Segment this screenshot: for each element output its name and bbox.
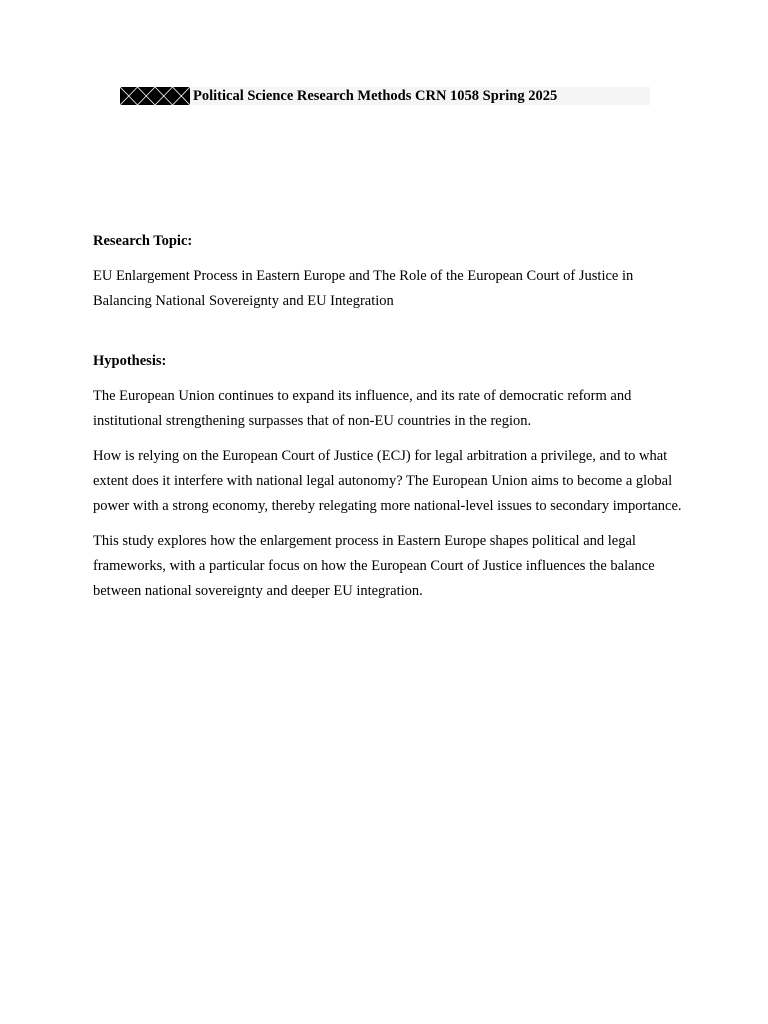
study-scope-paragraph: This study explores how the enlargement process in Eastern Europe shapes political and legal frameworks, with a particular focus on how the European Court of Justice influences the balance between national sovereignty and deeper EU integration. (93, 533, 655, 599)
document-body (93, 229, 683, 604)
redacted-name-block (120, 87, 190, 105)
course-title: Political Science Research Methods CRN 1058 Spring 2025 (193, 88, 558, 104)
ecj-question-paragraph: How is relying on the European Court of Justice (ECJ) for legal arbitration a privilege, and to what extent does it interfere with national legal autonomy? The European Union aims to become a global power with a strong economy, thereby relegating more national-level issues to secondary importance. (93, 448, 682, 514)
document-header (120, 87, 650, 105)
research-topic-text: EU Enlargement Process in Eastern Europe and The Role of the European Court of Justice in Balancing National Sovereignty and EU Integration (93, 268, 634, 309)
hypothesis-heading: Hypothesis: (93, 353, 167, 369)
research-topic-heading: Research Topic: (93, 233, 193, 249)
hypothesis-paragraph: The European Union continues to expand its influence, and its rate of democratic reform and institutional strengthening surpasses that of non-EU countries in the region. (93, 388, 632, 429)
